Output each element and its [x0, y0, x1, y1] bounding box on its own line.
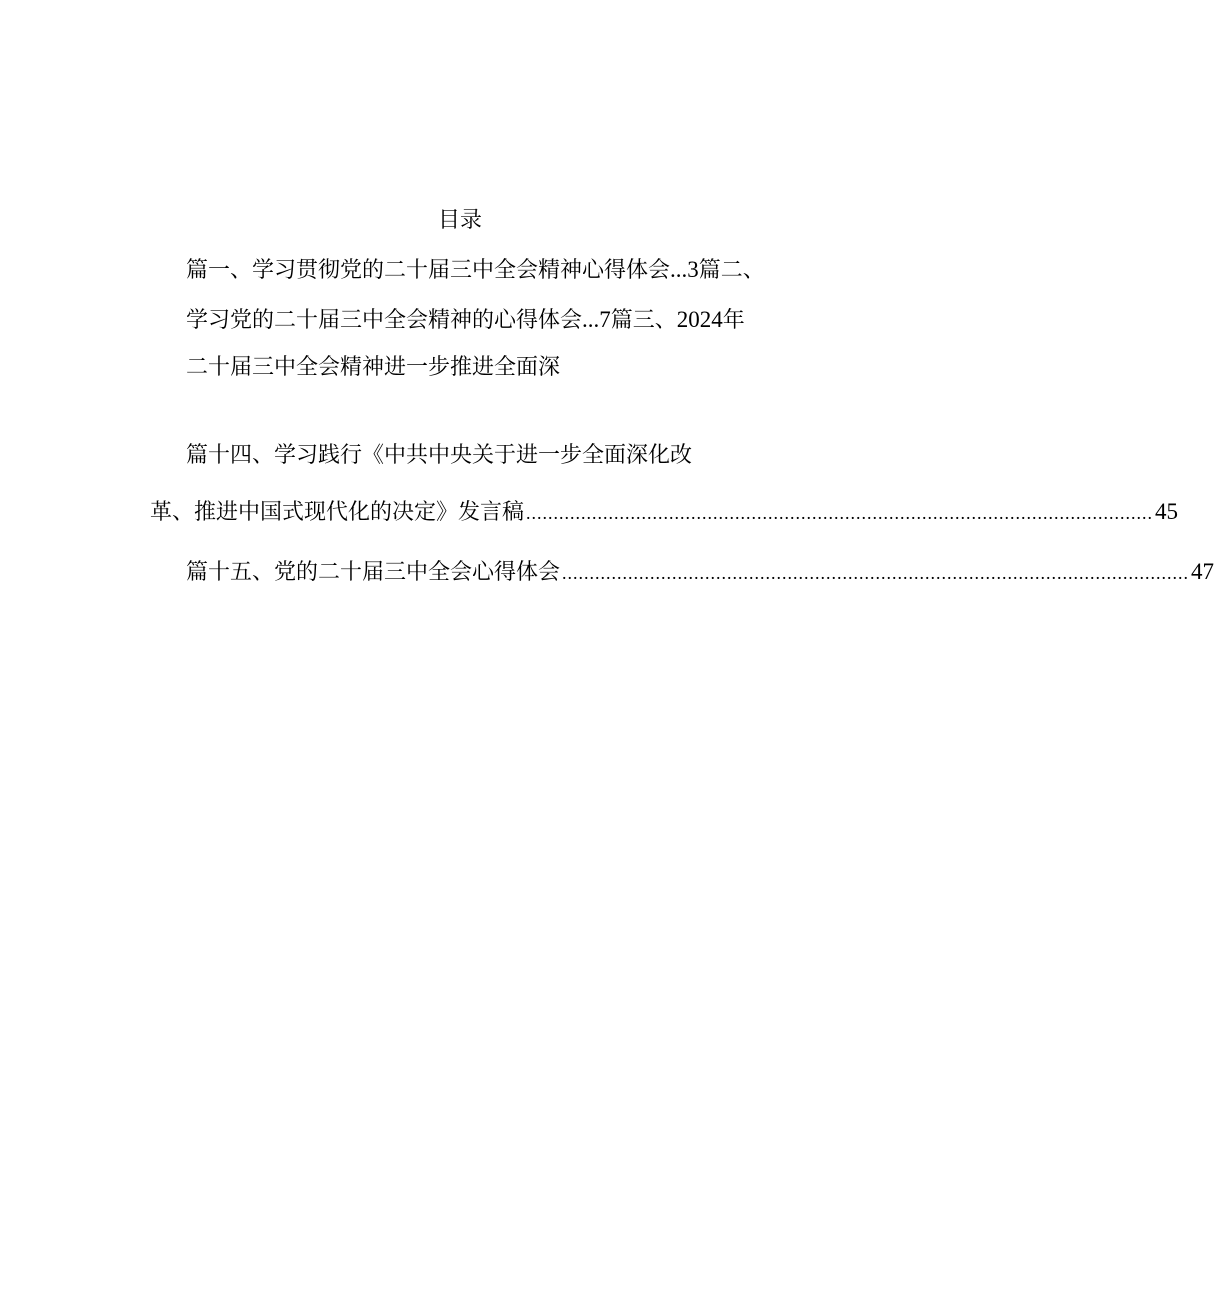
- toc-entry-14-line-1: 篇十四、学习践行《中共中央关于进一步全面深化改: [186, 443, 693, 468]
- toc-entry-14-leader: ..................................................................................................................: [526, 503, 1154, 523]
- toc-entry-15-text: 篇十五、党的二十届三中全会心得体会: [186, 560, 561, 585]
- toc-line-1-dots: ...: [670, 257, 688, 282]
- toc-line-1-tail: 篇二、: [698, 258, 765, 283]
- toc-entry-14-line-2: [150, 496, 1179, 529]
- toc-line-2-tail: 篇三、: [610, 308, 677, 333]
- toc-line-2-dots: ...: [582, 307, 600, 332]
- toc-line-2-end: 年: [722, 308, 745, 333]
- toc-title: 目录: [437, 208, 482, 233]
- toc-entry-15: [186, 556, 1214, 589]
- toc-line-2-year: 2024: [676, 307, 723, 332]
- toc-entry-14-text: 革、推进中国式现代化的决定》发言稿: [150, 500, 525, 525]
- toc-entry-14-page: 45: [1155, 499, 1179, 524]
- toc-line-2-page: 7: [599, 307, 611, 332]
- toc-line-3: 二十届三中全会精神进一步推进全面深: [186, 355, 561, 380]
- toc-entry-15-page: 47: [1191, 559, 1214, 584]
- toc-line-2-text: 学习党的二十届三中全会精神的心得体会: [186, 308, 583, 333]
- toc-line-1: [186, 254, 765, 287]
- toc-entry-15-leader: ..................................................................................................................: [562, 563, 1190, 583]
- toc-line-2: [186, 304, 745, 337]
- toc-line-1-page: 3: [687, 257, 699, 282]
- toc-line-1-text: 篇一、学习贯彻党的二十届三中全会精神心得体会: [186, 258, 671, 283]
